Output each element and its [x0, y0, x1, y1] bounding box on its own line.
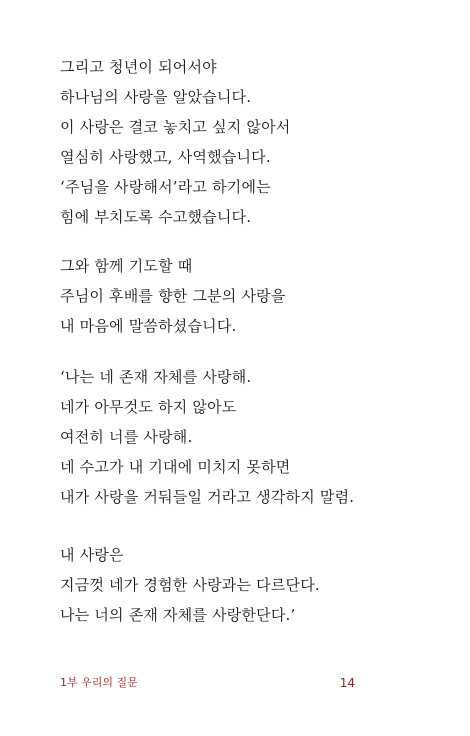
verse-line: ‘나는 네 존재 자체를 사랑해.	[60, 368, 252, 386]
verse-line: 주님이 후배를 향한 그분의 사랑을	[60, 287, 286, 305]
section-title: 1부 우리의 질문	[60, 676, 138, 689]
verse-line: 네 수고가 내 기대에 미치지 못하면	[60, 458, 291, 476]
stanza	[60, 52, 440, 232]
verse-line: 내 사랑은	[60, 546, 124, 564]
verse-line: 이 사랑은 결코 놓치고 싶지 않아서	[60, 118, 291, 136]
page-number: 14	[339, 676, 355, 690]
page-footer	[60, 674, 355, 692]
stanza	[60, 540, 440, 630]
verse-line: 내가 사랑을 거둬들일 거라고 생각하지 말렴.	[60, 488, 355, 506]
verse-line: 힘에 부치도록 수고했습니다.	[60, 208, 252, 226]
verse-line: 여전히 너를 사랑해.	[60, 428, 193, 446]
verse-line: 내 마음에 말씀하셨습니다.	[60, 317, 237, 335]
verse-line: 열심히 사랑했고, 사역했습니다.	[60, 148, 271, 166]
verse-line: 지금껏 네가 경험한 사랑과는 다르단다.	[60, 576, 320, 594]
verse-line: 그리고 청년이 되어서야	[60, 58, 217, 76]
verse-line: 하나님의 사랑을 알았습니다.	[60, 88, 252, 106]
verse-line: ‘주님을 사랑해서’라고 하기에는	[60, 178, 271, 196]
verse-line: 그와 함께 기도할 때	[60, 257, 193, 275]
verse-line: 네가 아무것도 하지 않아도	[60, 398, 237, 416]
stanza	[60, 251, 440, 341]
stanza	[60, 362, 440, 512]
verse-line: 나는 너의 존재 자체를 사랑한단다.’	[60, 606, 296, 624]
